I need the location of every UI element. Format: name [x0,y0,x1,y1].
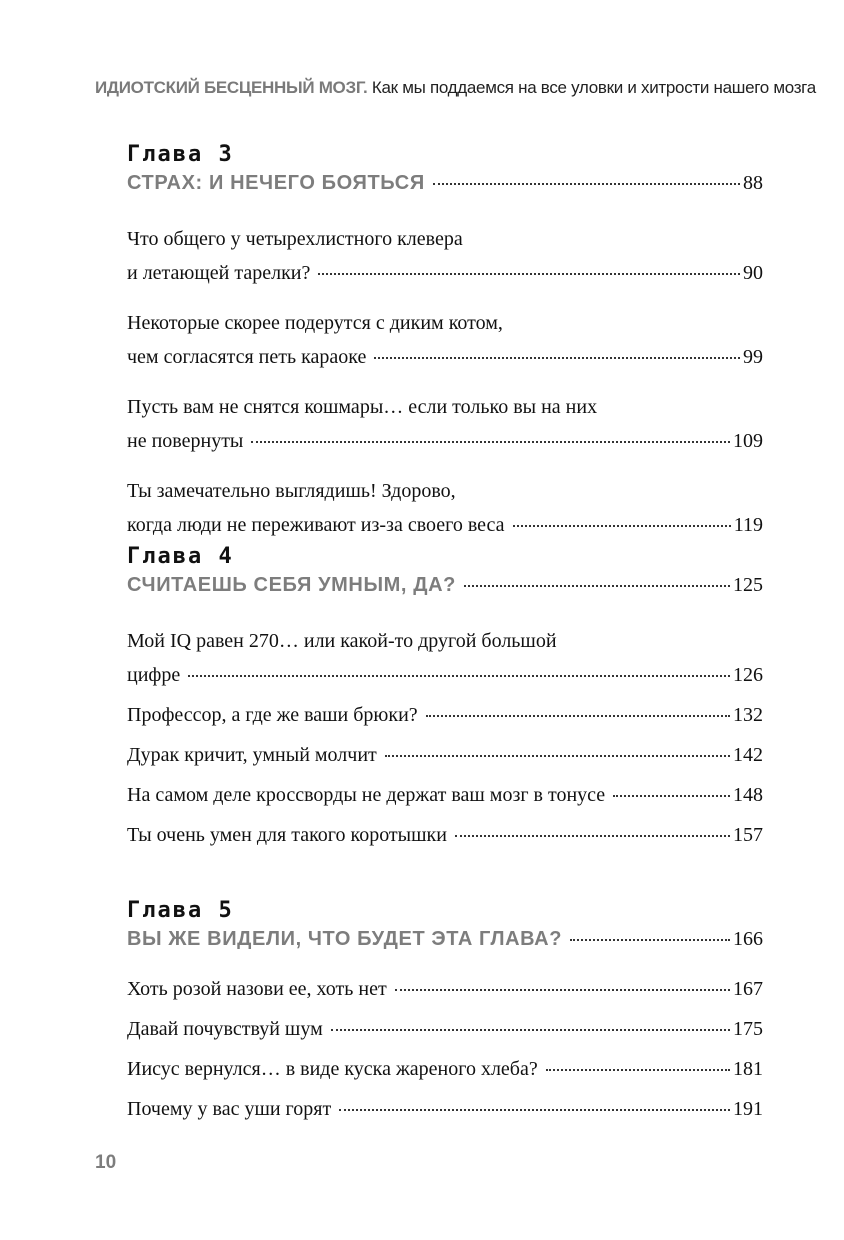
toc-entry[interactable] [127,972,763,1006]
entry-line-2: чем согласятся петь караоке [127,346,367,368]
chapter-4 [127,542,763,852]
page-number: 181 [733,1058,763,1080]
entry-line-1: Что общего у четырехлистного клевера [127,228,463,250]
leader-dots [464,585,730,587]
leader-dots [570,939,730,941]
toc-entry[interactable] [127,1092,763,1126]
leader-dots [426,715,730,717]
chapter-label: Глава 3 [127,142,234,167]
chapter-title: СТРАХ: И НЕЧЕГО БОЯТЬСЯ [127,172,425,194]
chapter-title: ВЫ ЖЕ ВИДЕЛИ, ЧТО БУДЕТ ЭТА ГЛАВА? [127,928,563,950]
page-number: 157 [733,824,763,846]
chapter-title-row[interactable] [127,574,763,608]
leader-dots [455,835,730,837]
page-number: 90 [743,262,763,284]
page-number: 191 [733,1098,763,1120]
entry-text: Почему у вас уши горят [127,1098,332,1120]
page-number: 119 [733,514,763,536]
leader-dots [339,1109,730,1111]
leader-dots [251,441,730,443]
entry-line-1: Некоторые скорее подерутся с диким котом, [127,312,503,334]
chapter-3 [127,140,763,542]
folio-page-number: 10 [95,1152,117,1173]
toc-entry[interactable] [127,738,763,772]
toc-entry[interactable] [127,1012,763,1046]
leader-dots [318,273,740,275]
toc-entry[interactable] [127,818,763,852]
toc-entry[interactable] [127,306,763,374]
toc-entry[interactable] [127,474,763,542]
entry-text: Ты очень умен для такого коротышки [127,824,447,846]
leader-dots [374,357,740,359]
entry-text: Дурак кричит, умный молчит [127,744,377,766]
entry-text: Иисус вернулся… в виде куска жареного хлеба? [127,1058,538,1080]
entry-line-1: Ты замечательно выглядишь! Здорово, [127,480,456,502]
page-number: 142 [733,744,763,766]
leader-dots [188,675,730,677]
entry-line-1: Пусть вам не снятся кошмары… если только вы на них [127,396,598,418]
chapter-title-row[interactable] [127,172,763,206]
page-number: 126 [733,664,763,686]
chapter-label: Глава 4 [127,544,234,569]
leader-dots [331,1029,730,1031]
page-number: 125 [733,574,763,596]
leader-dots [513,525,731,527]
page-number: 167 [733,978,763,1000]
chapter-title: СЧИТАЕШЬ СЕБЯ УМНЫМ, ДА? [127,574,456,596]
entry-text: Хоть розой назови ее, хоть нет [127,978,387,1000]
page-number: 109 [733,430,763,452]
toc-entry[interactable] [127,778,763,812]
chapter-5 [127,896,763,1126]
toc-entry[interactable] [127,1052,763,1086]
toc-entry[interactable] [127,222,763,290]
chapter-label: Глава 5 [127,898,234,923]
toc-entry[interactable] [127,624,763,692]
entry-text: На самом деле кроссворды не держат ваш мозг в тонусе [127,784,606,806]
entry-text: Профессор, а где же ваши брюки? [127,704,418,726]
entry-line-2: и летающей тарелки? [127,262,311,284]
page-number: 88 [743,172,763,194]
toc-entry[interactable] [127,390,763,458]
toc-entry[interactable] [127,698,763,732]
entry-line-2: цифре [127,664,181,686]
leader-dots [613,795,730,797]
leader-dots [546,1069,730,1071]
entry-line-2: не повернуты [127,430,244,452]
entry-line-1: Мой IQ равен 270… или какой-то другой большой [127,630,557,652]
chapter-title-row[interactable] [127,928,763,962]
book-title: ИДИОТСКИЙ БЕСЦЕННЫЙ МОЗГ. [95,78,368,97]
entry-text: Давай почувствуй шум [127,1018,323,1040]
page-number: 148 [733,784,763,806]
book-subtitle: Как мы поддаемся на все уловки и хитрости нашего мозга [371,78,816,97]
leader-dots [385,755,730,757]
running-head [95,78,816,98]
page-number: 175 [733,1018,763,1040]
leader-dots [395,989,730,991]
page-number: 99 [743,346,763,368]
leader-dots [433,183,740,185]
page-number: 166 [733,928,763,950]
entry-line-2: когда люди не переживают из-за своего веса [127,514,505,536]
page-number: 132 [733,704,763,726]
